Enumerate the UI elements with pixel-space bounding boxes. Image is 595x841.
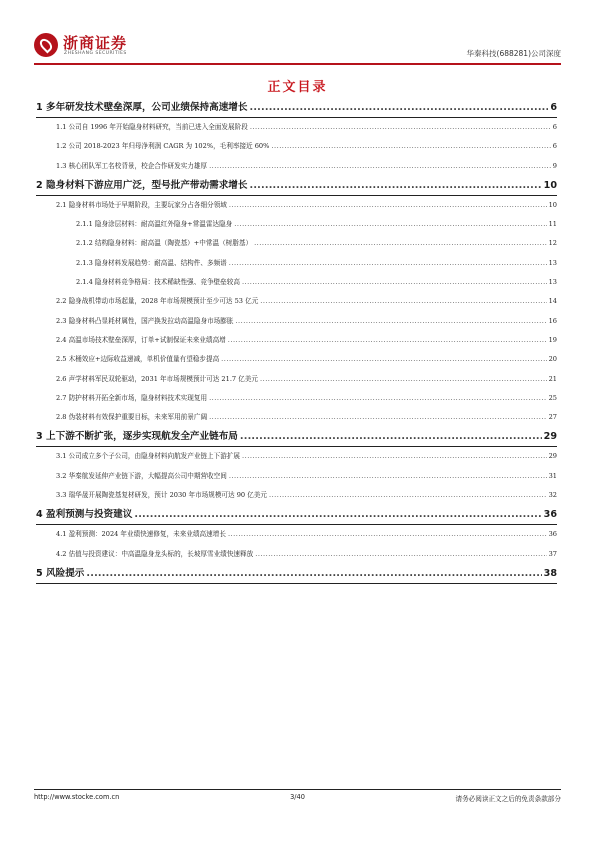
toc-entry-page: 29 <box>548 452 557 461</box>
logo-chinese-name: 浙商证券 <box>63 34 128 52</box>
toc-entry-level-3[interactable] <box>36 215 557 234</box>
toc-entry-title: 4.1 盈利预测：2024 年业绩快速修复，未来业绩高速增长 <box>56 530 226 539</box>
toc-entry-title: 5 风险提示 <box>36 567 85 579</box>
toc-entry-page: 6 <box>550 102 557 113</box>
toc-dot-leader <box>234 215 546 234</box>
toc-dot-leader <box>228 331 547 350</box>
toc-entry-title: 2.1.3 隐身材料发展趋势：耐高温、结构件、多频谱 <box>76 258 227 267</box>
toc-entry-page: 36 <box>543 509 557 521</box>
header-divider <box>34 63 561 65</box>
toc-entry-page: 6 <box>552 142 557 151</box>
toc-entry-title: 3.3 瑞华晟开展陶瓷基复材研发，预计 2030 年市场规模可达 90 亿美元 <box>56 491 267 500</box>
toc-dot-leader <box>240 427 542 446</box>
toc-entry-title: 3.1 公司成立多个子公司，由隐身材料向航发产业链上下游扩展 <box>56 452 241 461</box>
toc-entry-title: 1.2 公司 2018-2023 年归母净利润 CAGR 为 102%，毛利率接近 60% <box>56 142 270 151</box>
toc-entry-title: 4.2 估值与投资建议：中高温隐身龙头标的，长坡厚雪业绩快速释放 <box>56 549 254 558</box>
toc-entry-title: 2.4 高温市场技术壁垒深厚，订单+试制保证未来业绩高增 <box>56 335 226 344</box>
toc-entry-level-3[interactable] <box>36 234 557 253</box>
toc-entry-page: 10 <box>543 179 557 191</box>
toc-entry-page: 19 <box>548 335 557 344</box>
toc-entry-title: 2.1.2 结构隐身材料：耐高温（陶瓷基）+中常温（树脂基） <box>76 239 253 248</box>
toc-dot-leader <box>260 370 547 389</box>
toc-entry-page: 10 <box>548 200 557 209</box>
toc-entry-page: 21 <box>548 374 557 383</box>
toc-entry-title: 2.2 隐身战机带动市场起量，2028 年市场规模预计至少可达 53 亿元 <box>56 297 259 306</box>
footer-disclaimer: 请务必阅读正文之后的免责条款部分 <box>455 795 561 803</box>
page-header <box>34 30 561 64</box>
footer-divider <box>34 789 561 790</box>
toc-entry-level-2[interactable] <box>36 196 557 215</box>
toc-entry-page: 32 <box>548 491 557 500</box>
toc-entry-page: 9 <box>552 161 557 170</box>
toc-entry-level-2[interactable] <box>36 467 557 486</box>
toc-entry-level-2[interactable] <box>36 118 557 137</box>
toc-entry-level-1[interactable] <box>36 427 557 447</box>
toc-entry-level-2[interactable] <box>36 525 557 544</box>
toc-entry-page: 11 <box>548 220 557 229</box>
toc-entry-page: 29 <box>543 431 557 443</box>
toc-entry-title: 2.1.4 隐身材料竞争格局：技术稀缺性强、竞争壁垒较高 <box>76 278 240 287</box>
toc-entry-level-3[interactable] <box>36 254 557 273</box>
toc-entry-page: 37 <box>548 549 557 558</box>
toc-entry-level-2[interactable] <box>36 137 557 156</box>
toc-entry-level-2[interactable] <box>36 370 557 389</box>
toc-entry-level-2[interactable] <box>36 389 557 408</box>
toc-entry-title: 3 上下游不断扩张，逐步实现航发全产业链布局 <box>36 431 238 443</box>
toc-entry-page: 13 <box>548 278 557 287</box>
toc-entry-level-1[interactable] <box>36 176 557 196</box>
toc-dot-leader <box>254 234 547 253</box>
logo-mark-icon <box>34 33 58 57</box>
toc-entry-title: 2.7 防护材料开拓全新市场，隐身材料技术实现复用 <box>56 393 208 402</box>
toc-dot-leader <box>269 486 547 505</box>
toc-entry-title: 2.8 伪装材料有效保护重要目标，未来军用前景广阔 <box>56 413 208 422</box>
toc-entry-level-2[interactable] <box>36 312 557 331</box>
toc-entry-page: 6 <box>552 123 557 131</box>
footer-page-number: 3/40 <box>290 793 305 801</box>
toc-entry-page: 12 <box>548 239 557 248</box>
toc-dot-leader <box>134 505 541 524</box>
toc-dot-leader <box>249 98 548 117</box>
logo-english-name: ZHESHANG SECURITIES <box>64 51 127 56</box>
toc-entry-level-2[interactable] <box>36 545 557 564</box>
toc-dot-leader <box>229 196 547 215</box>
toc-entry-page: 16 <box>548 316 557 325</box>
toc-entry-page: 20 <box>548 355 557 364</box>
toc-dot-leader <box>86 564 541 583</box>
toc-entry-page: 31 <box>548 471 557 480</box>
toc-entry-title: 2.5 木桶效应+边际收益递减，单机价值量有望稳步提高 <box>56 355 220 364</box>
toc-entry-title: 2.1.1 隐身涂层材料：耐高温红外隐身+常温雷达隐身 <box>76 220 233 229</box>
toc-entry-title: 2.6 声学材料军民双轮驱动，2031 年市场规模预计可达 21.7 亿美元 <box>56 374 258 383</box>
toc-dot-leader <box>271 137 550 156</box>
toc-dot-leader <box>255 545 546 564</box>
toc-dot-leader <box>242 273 547 292</box>
toc-entry-level-2[interactable] <box>36 350 557 369</box>
toc-entry-page: 27 <box>548 413 557 422</box>
toc-entry-level-2[interactable] <box>36 331 557 350</box>
toc-dot-leader <box>250 118 551 137</box>
toc-entry-level-2[interactable] <box>36 157 557 176</box>
toc-dot-leader <box>242 447 547 466</box>
toc-entry-level-2[interactable] <box>36 408 557 427</box>
toc-entry-title: 2.1 隐身材料市场处于早期阶段，主要玩家分占各细分领域 <box>56 200 227 209</box>
toc-entry-level-1[interactable] <box>36 98 557 118</box>
report-tag: 华秦科技(688281)公司深度 <box>466 49 561 58</box>
toc-entry-title: 4 盈利预测与投资建议 <box>36 509 133 521</box>
toc-entry-page: 14 <box>548 297 557 306</box>
toc-dot-leader <box>209 408 547 427</box>
toc-entry-title: 2.3 隐身材料凸显耗材属性，国产换发拉动高温隐身市场膨胀 <box>56 316 234 325</box>
toc-entry-page: 25 <box>548 393 557 402</box>
toc-entry-level-1[interactable] <box>36 505 557 525</box>
company-logo <box>34 30 164 60</box>
toc-entry-title: 1.3 核心团队军工名校背景，校企合作研发实力雄厚 <box>56 161 208 170</box>
toc-entry-page: 38 <box>543 567 557 579</box>
toc-entry-level-2[interactable] <box>36 292 557 311</box>
toc-dot-leader <box>209 389 547 408</box>
toc-entry-title: 1 多年研发技术壁垒深厚，公司业绩保持高速增长 <box>36 102 248 113</box>
toc-entry-level-3[interactable] <box>36 273 557 292</box>
toc-dot-leader <box>229 467 547 486</box>
toc-entry-level-1[interactable] <box>36 564 557 584</box>
toc-dot-leader <box>235 312 546 331</box>
toc-dot-leader <box>209 157 551 176</box>
toc-dot-leader <box>229 254 547 273</box>
toc-entry-title: 2 隐身材料下游应用广泛，型号批产带动需求增长 <box>36 179 248 191</box>
toc-dot-leader <box>249 176 541 195</box>
table-of-contents <box>36 98 557 584</box>
toc-title: 正文目录 <box>267 80 328 95</box>
toc-dot-leader <box>221 350 546 369</box>
toc-entry-level-2[interactable] <box>36 447 557 466</box>
toc-entry-level-2[interactable] <box>36 486 557 505</box>
toc-entry-title: 1.1 公司自 1996 年开始隐身材料研究，当前已进入全面发展阶段 <box>56 123 248 131</box>
toc-dot-leader <box>228 525 547 544</box>
toc-entry-page: 36 <box>548 530 557 539</box>
footer-url[interactable]: http://www.stocke.com.cn <box>34 793 120 801</box>
toc-entry-page: 13 <box>548 258 557 267</box>
toc-dot-leader <box>260 292 546 311</box>
toc-entry-title: 3.2 华秦航发延伸产业链下游，大幅提高公司中期营收空间 <box>56 471 227 480</box>
